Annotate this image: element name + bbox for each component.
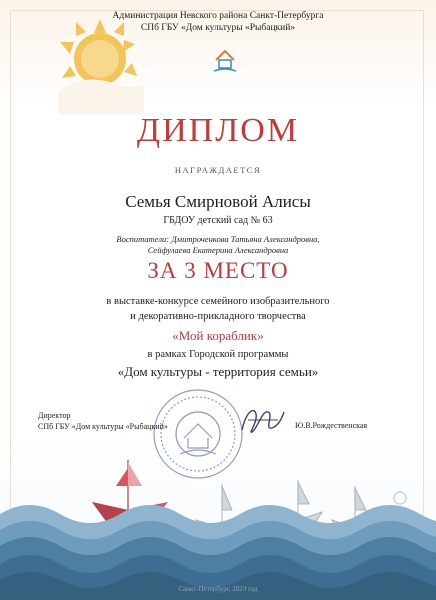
teachers-line-1: Воспитатели: Дмитроченкова Татьяна Александровна, — [116, 234, 320, 244]
recipient-name: Семья Смирновой Алисы — [125, 192, 311, 211]
description-line-1: в выставке-конкурсе семейного изобразительного — [106, 296, 330, 307]
diploma-title: ДИПЛОМ — [136, 112, 300, 149]
admin-line-1: Администрация Невского района Санкт-Петербурга — [112, 11, 324, 21]
footer-city-year: Санкт-Петербург, 2023 год — [178, 585, 258, 593]
admin-line-2: СПб ГБУ «Дом культуры «Рыбацкий» — [140, 23, 296, 33]
program-name: «Дом культуры - территория семьи» — [117, 364, 319, 379]
signer-position-line-2: СПб ГБУ «Дом культуры «Рыбацкий» — [38, 422, 168, 431]
house-culture-logo-icon — [210, 46, 240, 76]
organization-name: ГБДОУ детский сад № 63 — [163, 215, 273, 226]
handwritten-signature-icon — [238, 400, 288, 440]
place-award: ЗА 3 МЕСТО — [147, 258, 289, 283]
contest-name: «Мой кораблик» — [172, 328, 264, 343]
teachers-line-2: Сейфулаева Екатерина Александровна — [147, 245, 289, 255]
signer-position-line-1: Директор — [38, 411, 71, 420]
bubble-decor — [394, 492, 406, 504]
signer-position — [38, 410, 168, 432]
teachers-block — [0, 234, 436, 256]
description-line-2: и декоративно-прикладного творчества — [130, 311, 306, 322]
signer-name: Ю.В.Рождественская — [295, 421, 368, 430]
sea-illustration — [0, 440, 436, 600]
program-intro: в рамках Городской программы — [147, 349, 289, 360]
awarded-label: НАГРАЖДАЕТСЯ — [174, 165, 262, 175]
